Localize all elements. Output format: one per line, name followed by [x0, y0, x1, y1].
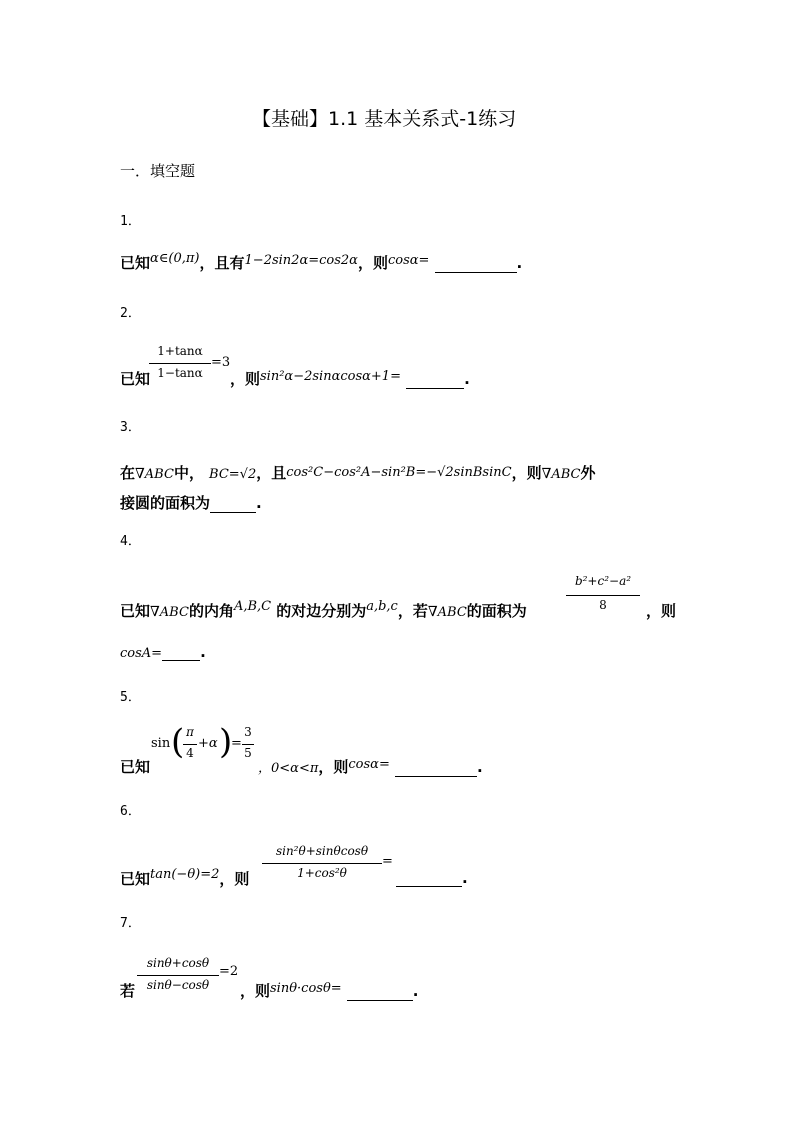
problem-5-inner-bar [183, 744, 197, 745]
answer-blank-5[interactable] [395, 762, 477, 777]
problem-7-eq: =2 [219, 964, 239, 979]
problem-3-text-zhong: 中， [173, 464, 204, 482]
problem-3-line-1 [120, 462, 596, 483]
problem-2-end: . [464, 370, 470, 388]
problem-7-fraction [137, 956, 219, 1000]
problem-4-line-1 [120, 600, 527, 621]
problem-6-end: . [462, 869, 468, 887]
problem-3-tri1: ABC [144, 467, 174, 482]
problem-5-plus-alpha: +α [198, 736, 218, 751]
problem-2-text-yizhi: 已知 [120, 370, 151, 388]
page-title: 【基础】1.1 基本关系式-1练习 [252, 108, 517, 130]
problem-2-fraction [149, 344, 211, 388]
problem-7-rest [240, 980, 418, 1001]
problem-1-text-ze: ，则 [357, 254, 388, 272]
problem-3-cond: cos²C−cos²A−sin²B=−√2sinBsinC [286, 465, 512, 480]
problem-1-end: . [516, 254, 523, 272]
problem-5-paren-left: ( [171, 722, 185, 762]
problem-5-rhs-bar [242, 744, 254, 745]
problem-6-text-yizhi: 已知 [120, 870, 151, 888]
problem-2-frac-den: 1−tanα [157, 366, 203, 380]
problem-4-line-2 [120, 642, 206, 661]
problem-4-tri1: ABC [159, 605, 189, 620]
problem-5-sin: sin [151, 736, 171, 751]
problem-5-inner-den: 4 [186, 746, 194, 760]
problem-7-text-ze: ，则 [240, 982, 271, 1000]
problem-6-lead [120, 868, 249, 889]
problem-4-frac-den: 8 [599, 598, 607, 612]
section-heading: 一．填空题 [120, 162, 196, 180]
problem-1 [120, 252, 522, 273]
problem-5-rhs-fraction [242, 725, 254, 765]
problem-2-text-ze: ，则 [230, 370, 261, 388]
problem-7-number: 7． [120, 916, 141, 931]
problem-1-ask: cosα= [387, 253, 430, 268]
problem-4-text-mianji: 的面积为 [466, 602, 527, 620]
problem-5-eq: = [231, 736, 242, 751]
problem-4-number: 4． [120, 534, 141, 549]
problem-6-frac-den: 1+cos²θ [297, 866, 347, 880]
problem-3-line-2 [120, 492, 262, 513]
answer-blank-7[interactable] [347, 986, 413, 1001]
problem-7-end: . [412, 982, 419, 1000]
problem-4-sides: a,b,c [366, 599, 398, 614]
problem-3-bc: BC=√2 [209, 467, 257, 482]
problem-5-range: ，0<α<π [258, 761, 319, 776]
problem-2-frac-num: 1+tanα [157, 344, 203, 358]
triangle-icon: ∇ [150, 604, 160, 620]
problem-6-frac-num: sin²θ+sinθcosθ [275, 844, 369, 858]
problem-5-ask: cosα= [348, 757, 390, 772]
problem-4-fraction [566, 574, 640, 618]
problem-3-end: . [256, 494, 262, 512]
problem-5-end: . [476, 758, 483, 776]
problem-2-ask: sin²α−2sinαcosα+1= [260, 369, 401, 384]
problem-4-text-neijiao: 的内角 [188, 602, 234, 620]
problem-4-text-yizhi: 已知 [120, 602, 151, 620]
problem-2-rest [230, 368, 470, 389]
problem-4-frac-bar [566, 595, 640, 596]
problem-1-text-qieyou: ，且有 [199, 254, 245, 272]
answer-blank-1[interactable] [435, 258, 517, 273]
problem-6-eq: = [382, 854, 393, 869]
problem-1-text-yizhi: 已知 [120, 254, 151, 272]
answer-blank-4[interactable] [162, 646, 200, 661]
problem-5-text-ze: ，则 [318, 758, 349, 776]
problem-3-number: 3． [120, 420, 141, 435]
problem-6-text-ze: ，则 [219, 870, 250, 888]
problem-3-text-wai: 外 [580, 464, 596, 482]
problem-7-frac-den: sinθ−cosθ [146, 978, 210, 992]
problem-3-text-ze: ，则 [511, 464, 542, 482]
problem-5-paren-right: ) [219, 722, 233, 762]
problem-4-ze [646, 600, 676, 621]
problem-4-ask: cosA= [120, 646, 163, 661]
problem-3-text-qie: ，且 [256, 464, 287, 482]
problem-6-number: 6． [120, 804, 141, 819]
problem-5-inner-num: π [186, 725, 194, 739]
problem-4-text-ruo: ，若 [397, 602, 428, 620]
problem-6-answer [396, 868, 468, 887]
problem-7-lead [120, 980, 135, 1001]
problem-5-rest [258, 756, 483, 777]
problem-1-cond1: α∈(0,π) [150, 251, 200, 266]
answer-blank-2[interactable] [406, 374, 464, 389]
problem-4-tri2: ABC [437, 605, 467, 620]
problem-5-inner-fraction [183, 725, 197, 765]
problem-6-cond: tan(−θ)=2 [150, 867, 220, 882]
problem-4-end: . [200, 643, 206, 661]
problem-5-text-yizhi: 已知 [120, 758, 151, 776]
problem-4-frac-num: b²+c²−a² [574, 574, 632, 588]
answer-blank-6[interactable] [396, 872, 462, 887]
problem-3-tri2: ABC [551, 467, 581, 482]
triangle-icon: ∇ [541, 466, 552, 482]
problem-1-cond2: 1−2sin2α=cos2α [244, 253, 358, 268]
problem-7-frac-bar [137, 975, 219, 976]
problem-3-line2-text: 接圆的面积为 [120, 494, 211, 512]
problem-5-rhs-num: 3 [244, 725, 252, 739]
problem-4-angles: A,B,C [233, 599, 272, 614]
problem-1-number: 1． [120, 214, 141, 229]
problem-2-frac-bar [149, 363, 211, 364]
problem-7-frac-num: sinθ+cosθ [146, 956, 210, 970]
problem-3-text-zai: 在 [120, 464, 136, 482]
problem-7-ask: sinθ·cosθ= [270, 981, 342, 996]
answer-blank-3[interactable] [210, 498, 256, 513]
triangle-icon: ∇ [135, 466, 145, 482]
problem-4-text-duibian: 的对边分别为 [276, 602, 367, 620]
problem-7-text-ruo: 若 [120, 982, 136, 1000]
problem-2-eq: =3 [211, 355, 231, 370]
problem-6-fraction [262, 844, 382, 888]
problem-2-number: 2． [120, 306, 141, 321]
problem-4-text-ze: ，则 [646, 602, 677, 620]
problem-5-lead [120, 756, 150, 777]
problem-2-lead [120, 368, 150, 389]
problem-6-frac-bar [262, 863, 382, 864]
problem-5-number: 5． [120, 690, 141, 705]
problem-5-rhs-den: 5 [244, 746, 252, 760]
triangle-icon: ∇ [427, 604, 438, 620]
